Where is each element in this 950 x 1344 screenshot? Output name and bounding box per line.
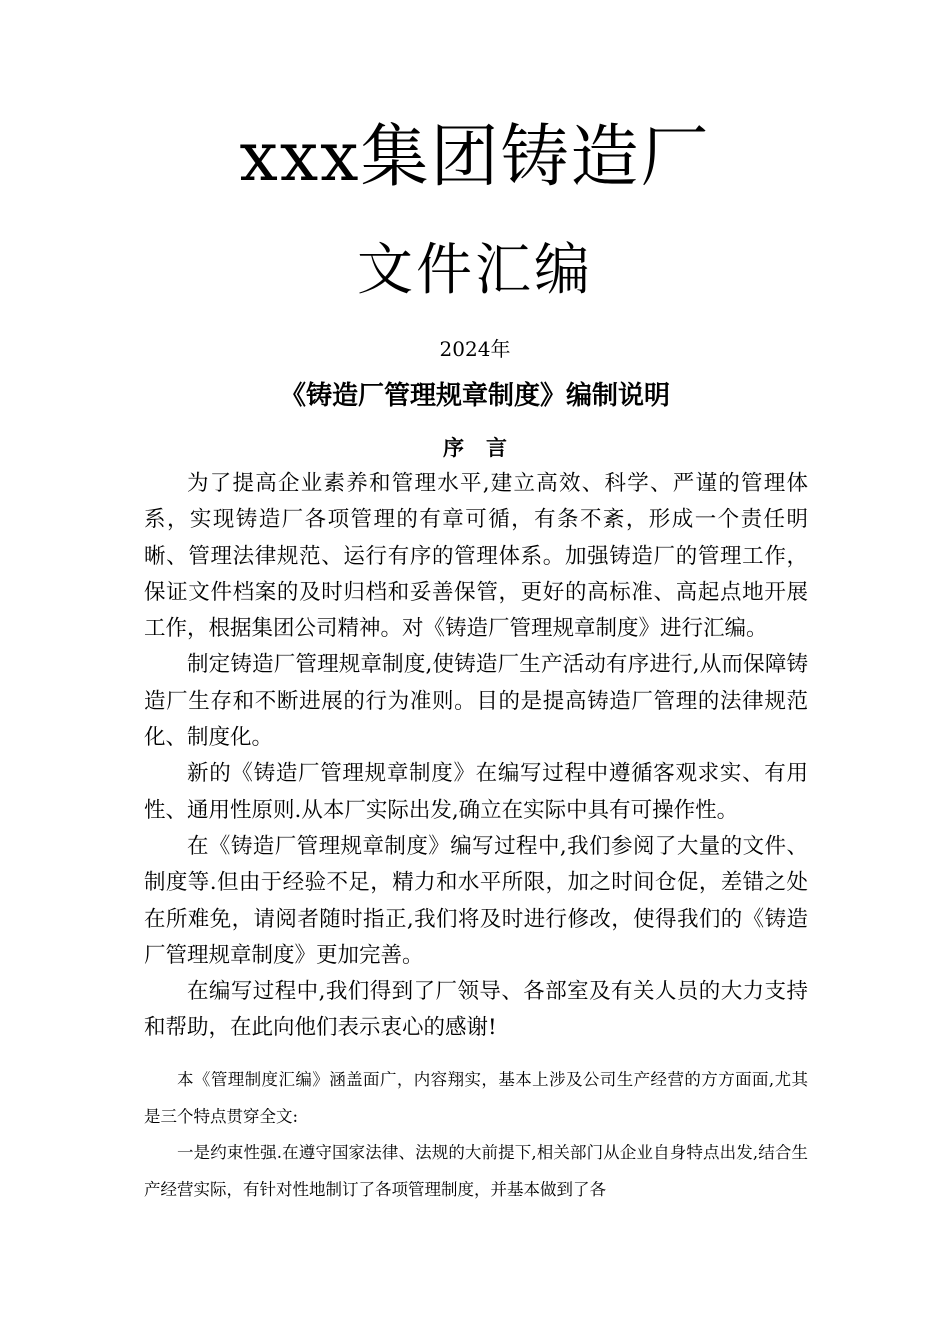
section-heading: 《铸造厂管理规章制度》编制说明 <box>279 381 670 411</box>
preface-body <box>144 466 808 1047</box>
preface-title: 序言 <box>443 436 529 460</box>
paragraph: 在编写过程中,我们得到了厂领导、各部室及有关人员的大力支持和帮助，在此向他们表示衷心的感谢! <box>144 979 808 1041</box>
document-title: xxx集团铸造厂 <box>239 118 711 197</box>
paragraph: 本《管理制度汇编》涵盖面广，内容翔实，基本上涉及公司生产经营的方方面面,尤其是三个特点贯穿全文: <box>144 1070 808 1126</box>
document-year: 2024年 <box>439 337 511 361</box>
paragraph: 为了提高企业素养和管理水平,建立高效、科学、严谨的管理体系，实现铸造厂各项管理的有章可循，有条不紊，形成一个责任明晰、管理法律规范、运行有序的管理体系。加强铸造厂的管理工作，保证文件档案的及时归档和妥善保管，更好的高标准、高起点地开展工作，根据集团公司精神。对《铸造厂管理规章制度》进行汇编。 <box>144 471 808 642</box>
paragraph: 一是约束性强.在遵守国家法律、法规的大前提下,相关部门从企业自身特点出发,结合生产经营实际，有针对性地制订了各项管理制度，并基本做到了各 <box>144 1143 808 1199</box>
summary-body <box>144 1062 808 1208</box>
paragraph: 制定铸造厂管理规章制度,使铸造厂生产活动有序进行,从而保障铸造厂生存和不断进展的行为准则。目的是提高铸造厂管理的法律规范化、制度化。 <box>144 652 808 751</box>
paragraph: 新的《铸造厂管理规章制度》在编写过程中遵循客观求实、有用性、通用性原则.从本厂实际出发,确立在实际中具有可操作性。 <box>144 761 808 823</box>
document-subtitle: 文件汇编 <box>357 238 593 303</box>
paragraph: 在《铸造厂管理规章制度》编写过程中,我们参阅了大量的文件、制度等.但由于经验不足，精力和水平所限，加之时间仓促，差错之处在所难免，请阅者随时指正,我们将及时进行修改，使得我们的《铸造厂管理规章制度》更加完善。 <box>144 833 808 968</box>
